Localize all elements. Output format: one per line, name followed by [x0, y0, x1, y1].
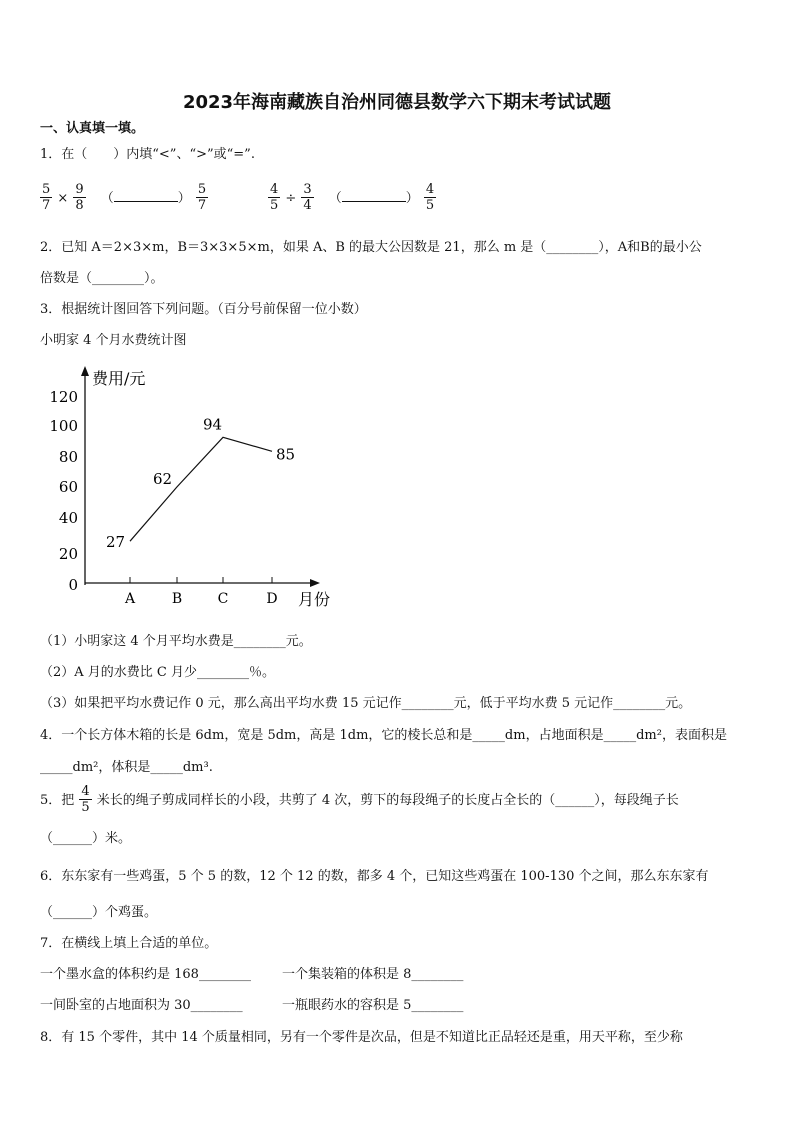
operator: ×	[57, 191, 69, 206]
y-axis-label: 费用/元	[92, 369, 146, 388]
question-5-prefix: 5．把	[40, 793, 75, 808]
y-tick-label: 80	[58, 448, 78, 466]
y-tick-label: 20	[58, 545, 78, 563]
page-title: 2023年海南藏族自治州同德县数学六下期末考试试题	[182, 92, 612, 113]
section-heading-1: 一、认真填一填。	[40, 121, 145, 136]
question-1-text: 1．在（ ）内填“<”、“>”或“=”.	[40, 147, 255, 162]
y-tick-labels	[49, 388, 78, 594]
question-3-sub-2: （2）A 月的水费比 C 月少________％。	[40, 665, 276, 680]
fraction: $\frac{9}{8}$	[75, 182, 84, 213]
answer-blank[interactable]	[342, 189, 406, 202]
question-1-expression-2	[268, 182, 436, 213]
x-tick-label: A	[124, 591, 136, 607]
data-label: 62	[153, 469, 173, 488]
question-7-item-a: 一个墨水盒的体积约是 168________	[40, 967, 251, 982]
x-tick-labels	[124, 577, 278, 607]
fraction: $\frac{5}{7}$	[42, 182, 51, 213]
chart-caption: 小明家 4 个月水费统计图	[40, 333, 187, 348]
x-tick-label: C	[217, 591, 229, 607]
data-label: 85	[276, 445, 296, 464]
question-7-item-d: 一瓶眼药水的容积是 5________	[282, 998, 464, 1013]
data-label: 27	[106, 533, 126, 552]
paren-open: （	[100, 191, 114, 206]
question-1-expression-1	[40, 182, 208, 213]
question-7-item-b: 一个集装箱的体积是 8________	[282, 967, 464, 982]
question-3-text: 3．根据统计图回答下列问题。（百分号前保留一位小数）	[40, 302, 367, 317]
operator: ÷	[285, 191, 297, 206]
question-4-line-2: _____dm²，体积是_____dm³.	[40, 760, 213, 775]
y-tick-label: 120	[49, 388, 78, 406]
data-label: 94	[203, 415, 223, 434]
x-tick-label: B	[171, 591, 183, 607]
question-5-suffix: 米长的绳子剪成同样长的小段，共剪了 4 次，剪下的每段绳子的长度占全长的（______），每段绳子长	[96, 793, 679, 808]
x-axis-arrow	[310, 579, 320, 587]
question-2-line-1: 2．已知 A＝2×3×m，B＝3×3×5×m，如果 A、B 的最大公因数是 21，那么 m 是（________），A和B的最小公	[40, 240, 702, 255]
y-axis-arrow	[81, 366, 89, 376]
answer-blank[interactable]	[114, 189, 178, 202]
fraction: $\frac{3}{4}$	[303, 182, 312, 213]
y-tick-label: 60	[58, 478, 78, 496]
y-tick-label: 0	[68, 576, 78, 594]
question-6-line-1: 6．东东家有一些鸡蛋，5 个 5 的数，12 个 12 的数，都多 4 个，已知这些鸡蛋在 100-130 个之间，那么东东家有	[40, 869, 709, 884]
question-8-line-1: 8．有 15 个零件，其中 14 个质量相同，另有一个零件是次品，但是不知道比正品轻还是重，用天平称，至少称	[40, 1030, 683, 1045]
paren-close: ）	[177, 191, 191, 206]
question-5-line-1	[40, 784, 679, 815]
question-3-sub-1: （1）小明家这 4 个月平均水费是________元。	[40, 634, 312, 649]
question-6-line-2: （______）个鸡蛋。	[40, 905, 158, 920]
question-7-item-c: 一间卧室的占地面积为 30________	[40, 998, 243, 1013]
fraction: $\frac{4}{5}$	[81, 784, 90, 815]
question-2-line-2: 倍数是（________）。	[40, 271, 164, 286]
x-axis-label: 月份	[298, 590, 331, 609]
y-tick-label: 40	[58, 509, 78, 527]
question-5-line-2: （______）米。	[40, 831, 132, 846]
question-3-sub-3: （3）如果把平均水费记作 0 元，那么高出平均水费 15 元记作________元，低于平均水费 5 元记作________元。	[40, 696, 692, 711]
fraction: $\frac{5}{7}$	[197, 182, 207, 213]
paren-open: （	[328, 191, 342, 206]
series-line	[130, 437, 272, 541]
question-4-line-1: 4．一个长方体木箱的长是 6dm，宽是 5dm，高是 1dm，它的棱长总和是_____dm，占地面积是_____dm²，表面积是	[40, 728, 727, 743]
value-labels	[106, 415, 295, 551]
x-tick-label: D	[266, 591, 278, 607]
paren-close: ）	[405, 191, 419, 206]
question-7-text: 7．在横线上填上合适的单位。	[40, 936, 218, 951]
y-tick-label: 100	[49, 417, 78, 435]
fraction: $\frac{4}{5}$	[425, 182, 435, 213]
fraction: $\frac{4}{5}$	[270, 182, 279, 213]
water-fee-line-chart	[40, 360, 360, 620]
